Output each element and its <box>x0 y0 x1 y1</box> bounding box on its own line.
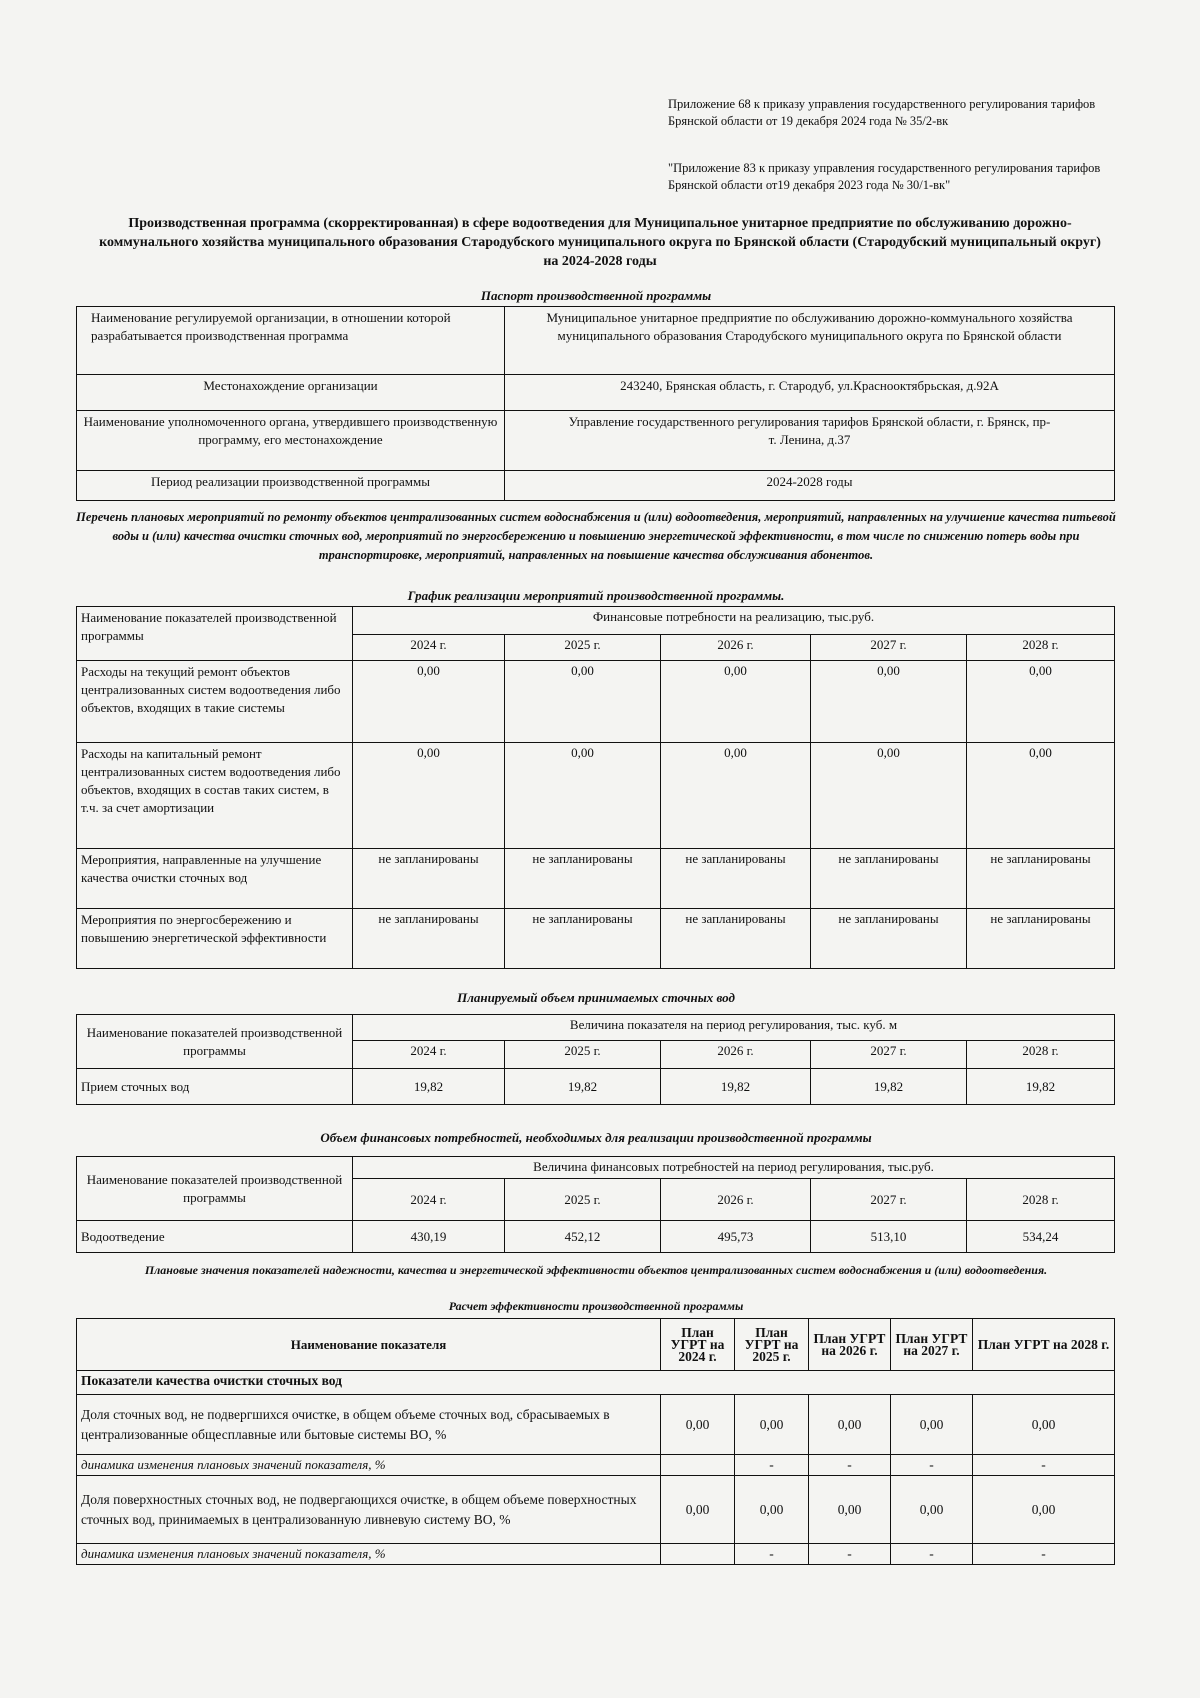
schedule-header-group: Финансовые потребности на реализацию, тыс.руб. <box>353 607 1115 635</box>
schedule-cell: 0,00 <box>505 743 661 849</box>
schedule-cell: не запланированы <box>661 909 811 969</box>
volume-row-label: Прием сточных вод <box>77 1069 353 1105</box>
efficiency-row-label: динамика изменения плановых значений показателя, % <box>77 1544 661 1565</box>
efficiency-cell: - <box>891 1544 973 1565</box>
efficiency-table <box>76 1318 1115 1565</box>
schedule-cell: не запланированы <box>967 909 1115 969</box>
efficiency-cell: 0,00 <box>735 1476 809 1544</box>
table-row <box>77 1476 1115 1544</box>
finance-year-header: 2026 г. <box>661 1179 811 1221</box>
schedule-cell: не запланированы <box>353 849 505 909</box>
schedule-cell: 0,00 <box>811 743 967 849</box>
schedule-cell: 0,00 <box>661 661 811 743</box>
schedule-cell: не запланированы <box>811 849 967 909</box>
efficiency-cell: 0,00 <box>735 1395 809 1455</box>
finance-row-label: Водоотведение <box>77 1221 353 1253</box>
volume-year-header: 2027 г. <box>811 1041 967 1069</box>
table-row <box>77 1395 1115 1455</box>
volume-cell: 19,82 <box>967 1069 1115 1105</box>
efficiency-cell: 0,00 <box>809 1476 891 1544</box>
volume-table <box>76 1014 1115 1105</box>
finance-cell: 452,12 <box>505 1221 661 1253</box>
efficiency-cell: 0,00 <box>891 1476 973 1544</box>
table-row <box>77 1069 1115 1105</box>
passport-row <box>77 307 1115 375</box>
finance-caption: Объем финансовых потребностей, необходимых для реализации производственной программы <box>320 1130 872 1145</box>
efficiency-cell: - <box>973 1455 1115 1476</box>
appendix-note-68: Приложение 68 к приказу управления государственного регулирования тарифов Брянской области от 19 декабря 2024 года № 35/2-вк <box>668 97 1096 128</box>
program-title: Производственная программа (скорректированная) в сфере водоотведения для Муниципальное унитарное предприятие по обслуживанию дорожно-коммунального хозяйства муниципального образования Стародубского муниципального округа по Брянской области (Стародубский муниципальный округ) на 2024-2028 годы <box>99 216 1101 269</box>
passport-value: Муниципальное унитарное предприятие по обслуживанию дорожно-коммунального хозяйства муниципального образования Стародубского муниципального округа по Брянской области <box>505 307 1115 375</box>
passport-value: Управление государственного регулирования тарифов Брянской области, г. Брянск, пр-т. Ленина, д.37 <box>505 411 1115 471</box>
volume-year-header: 2025 г. <box>505 1041 661 1069</box>
efficiency-cell <box>661 1455 735 1476</box>
efficiency-row-label: динамика изменения плановых значений показателя, % <box>77 1455 661 1476</box>
efficiency-cell <box>661 1544 735 1565</box>
finance-year-header: 2025 г. <box>505 1179 661 1221</box>
passport-label: Наименование уполномоченного органа, утвердившего производственную программу, его местонахождение <box>77 411 505 471</box>
schedule-row-label: Мероприятия, направленные на улучшение качества очистки сточных вод <box>77 849 353 909</box>
schedule-year-header: 2026 г. <box>661 635 811 661</box>
schedule-cell: 0,00 <box>661 743 811 849</box>
finance-year-header: 2024 г. <box>353 1179 505 1221</box>
schedule-year-header: 2027 г. <box>811 635 967 661</box>
finance-cell: 495,73 <box>661 1221 811 1253</box>
table-row <box>77 909 1115 969</box>
measures-caption: Перечень плановых мероприятий по ремонту объектов централизованных систем водоснабжения и (или) водоотведения, мероприятий, направленных на улучшение качества питьевой воды и (или) качества очистки сточных вод, мероприятий по энергосбережению и повышению энергетической эффективности, в том числе по снижению потерь воды при транспортировке, мероприятий, направленных на повышение качества обслуживания абонентов. <box>76 510 1116 562</box>
efficiency-caption: Плановые значения показателей надежности, качества и энергетической эффективности объектов централизованных систем водоснабжения и (или) водоотведения. <box>144 1263 1048 1277</box>
efficiency-cell: 0,00 <box>973 1476 1115 1544</box>
schedule-cell: 0,00 <box>353 743 505 849</box>
volume-cell: 19,82 <box>811 1069 967 1105</box>
schedule-cell: не запланированы <box>505 849 661 909</box>
passport-table <box>76 306 1115 501</box>
efficiency-cell: - <box>735 1544 809 1565</box>
efficiency-plan-header: План УГРТ на 2024 г. <box>661 1319 735 1371</box>
finance-cell: 534,24 <box>967 1221 1115 1253</box>
efficiency-cell: - <box>735 1455 809 1476</box>
finance-header-group: Величина финансовых потребностей на период регулирования, тыс.руб. <box>353 1157 1115 1179</box>
passport-row <box>77 471 1115 501</box>
efficiency-cell: 0,00 <box>809 1395 891 1455</box>
efficiency-header-name: Наименование показателя <box>77 1319 661 1371</box>
table-row <box>77 1455 1115 1476</box>
finance-cell: 430,19 <box>353 1221 505 1253</box>
volume-cell: 19,82 <box>505 1069 661 1105</box>
schedule-cell: 0,00 <box>811 661 967 743</box>
finance-cell: 513,10 <box>811 1221 967 1253</box>
volume-cell: 19,82 <box>353 1069 505 1105</box>
table-row <box>77 743 1115 849</box>
passport-caption: Паспорт производственной программы <box>480 288 712 303</box>
table-row <box>77 1221 1115 1253</box>
schedule-cell: не запланированы <box>967 849 1115 909</box>
efficiency-cell: - <box>809 1544 891 1565</box>
efficiency-plan-header: План УГРТ на 2028 г. <box>973 1319 1115 1371</box>
volume-year-header: 2026 г. <box>661 1041 811 1069</box>
schedule-caption: График реализации мероприятий производственной программы. <box>407 588 785 603</box>
efficiency-row-label: Доля поверхностных сточных вод, не подвергающихся очистке, в общем объеме поверхностных сточных вод, принимаемых в централизованную ливневую систему ВО, % <box>77 1476 661 1544</box>
schedule-cell: не запланированы <box>505 909 661 969</box>
efficiency-section-title: Показатели качества очистки сточных вод <box>77 1371 1115 1395</box>
table-row <box>77 1544 1115 1565</box>
efficiency-cell: 0,00 <box>661 1395 735 1455</box>
passport-row <box>77 375 1115 411</box>
efficiency-cell: 0,00 <box>661 1476 735 1544</box>
passport-label: Наименование регулируемой организации, в отношении которой разрабатывается производственная программа <box>77 307 505 375</box>
passport-value: 243240, Брянская область, г. Стародуб, ул.Краснооктябрьская, д.92А <box>505 375 1115 411</box>
schedule-cell: не запланированы <box>353 909 505 969</box>
volume-header-name: Наименование показателей производственной программы <box>77 1015 353 1069</box>
efficiency-plan-header: План УГРТ на 2027 г. <box>891 1319 973 1371</box>
table-row <box>77 661 1115 743</box>
efficiency-plan-header: План УГРТ на 2026 г. <box>809 1319 891 1371</box>
schedule-row-label: Расходы на текущий ремонт объектов централизованных систем водоотведения либо объектов, входящих в такие системы <box>77 661 353 743</box>
passport-label: Местонахождение организации <box>77 375 505 411</box>
passport-label: Период реализации производственной программы <box>77 471 505 501</box>
volume-year-header: 2028 г. <box>967 1041 1115 1069</box>
passport-row <box>77 411 1115 471</box>
efficiency-plan-header: План УГРТ на 2025 г. <box>735 1319 809 1371</box>
schedule-table <box>76 606 1115 969</box>
schedule-cell: 0,00 <box>353 661 505 743</box>
efficiency-cell: 0,00 <box>891 1395 973 1455</box>
schedule-cell: не запланированы <box>811 909 967 969</box>
efficiency-cell: - <box>809 1455 891 1476</box>
efficiency-calc-caption: Расчет эффективности производственной программы <box>448 1299 744 1313</box>
volume-header-group: Величина показателя на период регулирования, тыс. куб. м <box>353 1015 1115 1041</box>
schedule-year-header: 2024 г. <box>353 635 505 661</box>
volume-caption: Планируемый объем принимаемых сточных вод <box>457 990 735 1005</box>
schedule-cell: 0,00 <box>967 743 1115 849</box>
volume-cell: 19,82 <box>661 1069 811 1105</box>
volume-year-header: 2024 г. <box>353 1041 505 1069</box>
table-row <box>77 849 1115 909</box>
finance-year-header: 2028 г. <box>967 1179 1115 1221</box>
schedule-cell: не запланированы <box>661 849 811 909</box>
efficiency-cell: 0,00 <box>973 1395 1115 1455</box>
schedule-row-label: Расходы на капитальный ремонт централизованных систем водоотведения либо объектов, входящих в состав таких систем, в т.ч. за счет амортизации <box>77 743 353 849</box>
efficiency-row-label: Доля сточных вод, не подвергшихся очистке, в общем объеме сточных вод, сбрасываемых в централизованные общесплавные или бытовые системы ВО, % <box>77 1395 661 1455</box>
efficiency-cell: - <box>891 1455 973 1476</box>
schedule-year-header: 2025 г. <box>505 635 661 661</box>
efficiency-cell: - <box>973 1544 1115 1565</box>
finance-header-name: Наименование показателей производственной программы <box>77 1157 353 1221</box>
schedule-cell: 0,00 <box>505 661 661 743</box>
passport-value: 2024-2028 годы <box>505 471 1115 501</box>
schedule-header-name: Наименование показателей производственной программы <box>77 607 353 661</box>
schedule-cell: 0,00 <box>967 661 1115 743</box>
finance-year-header: 2027 г. <box>811 1179 967 1221</box>
schedule-year-header: 2028 г. <box>967 635 1115 661</box>
schedule-row-label: Мероприятия по энергосбережению и повышению энергетической эффективности <box>77 909 353 969</box>
finance-table <box>76 1156 1115 1253</box>
appendix-note-83: "Приложение 83 к приказу управления государственного регулирования тарифов Брянской области от19 декабря 2023 года № 30/1-вк" <box>668 161 1101 192</box>
